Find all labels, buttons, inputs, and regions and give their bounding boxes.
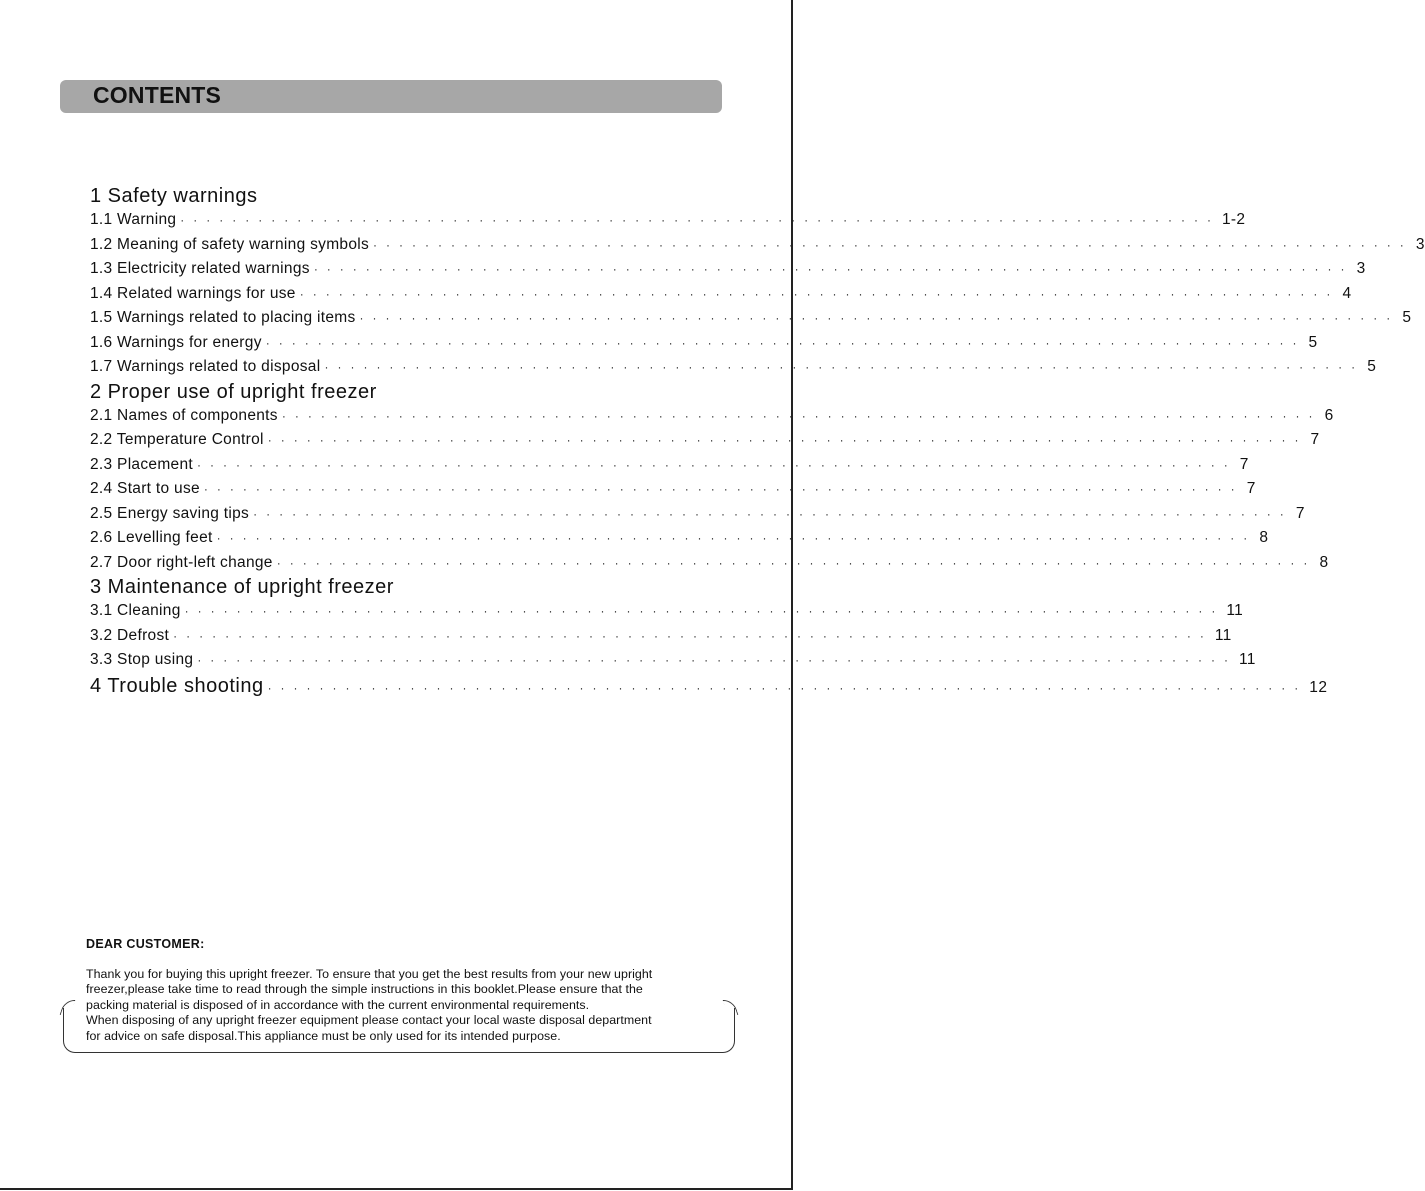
dot-leader: ················································································	[203, 482, 1244, 496]
toc-entry-label: 1.5 Warnings related to placing items	[90, 309, 356, 326]
toc-entry[interactable]	[90, 453, 1249, 478]
customer-message-line: for advice on safe disposal.This appliance must be only used for its intended purpose.	[86, 1028, 561, 1043]
toc-entry[interactable]	[90, 257, 1366, 282]
toc-entry-page: 5	[1402, 309, 1412, 326]
toc-entry-page: 4	[1342, 284, 1352, 302]
dot-leader: ················································································	[197, 457, 1237, 472]
toc-entry-label: 2.5 Energy saving tips	[90, 504, 250, 522]
customer-message-line: freezer,please take time to read through the simple instructions in this booklet.Please ensure that the	[86, 982, 643, 997]
toc-entry[interactable]	[90, 599, 1244, 624]
toc-entry-page: 1-2	[1221, 211, 1246, 228]
toc-entry-label: 2.1 Names of components	[90, 406, 278, 424]
toc-entry-label: 2.6 Levelling feet	[90, 529, 213, 546]
toc-entry-label: 2.3 Placement	[90, 455, 193, 473]
toc-entry-label: 1.7 Warnings related to disposal	[90, 358, 321, 375]
toc-entry-page: 6	[1324, 406, 1334, 424]
toc-entry-label: 3.3 Stop using	[90, 651, 194, 668]
dot-leader: ················································································	[265, 335, 1306, 350]
customer-message-line: When disposing of any upright freezer equipment please contact your local waste disposal department	[86, 1013, 652, 1028]
toc-entry-label: 3.1 Cleaning	[90, 602, 181, 619]
toc-entry[interactable]	[90, 355, 1377, 380]
dot-leader: ················································································	[253, 506, 1293, 521]
toc-section-title: 1 Safety warnings	[90, 185, 258, 207]
toc-entry[interactable]	[90, 477, 1256, 502]
toc-entry[interactable]	[90, 428, 1320, 453]
toc-entry-page: 11	[1226, 602, 1244, 619]
toc-entry-page: 8	[1319, 553, 1329, 571]
toc-entry[interactable]	[90, 404, 1334, 429]
toc-entry[interactable]	[90, 526, 1269, 551]
toc-section-title: 2 Proper use of upright freezer	[90, 380, 377, 403]
toc-entry[interactable]	[90, 282, 1352, 307]
toc-entry-label: 2.4 Start to use	[90, 480, 200, 497]
dot-leader: ················································································	[180, 213, 1220, 227]
toc-section-title: 3 Maintenance of upright freezer	[90, 576, 394, 598]
dot-leader: ················································································	[173, 628, 1213, 643]
dot-leader: ················································································	[324, 360, 1365, 374]
toc-entry[interactable]	[90, 208, 1246, 233]
toc-entry-label: 2.7 Door right-left change	[90, 553, 273, 571]
toc-entry[interactable]	[90, 233, 1425, 258]
page-title: CONTENTS	[93, 82, 222, 108]
toc-entry-label: 1.4 Related warnings for use	[90, 284, 296, 302]
toc-entry-label: 4 Trouble shooting	[90, 674, 264, 697]
dot-leader: ················································································	[276, 555, 1317, 570]
dot-leader: ················································································	[267, 680, 1308, 695]
dot-leader: ················································································	[216, 531, 1257, 545]
toc-entry-label: 1.2 Meaning of safety warning symbols	[90, 235, 370, 253]
toc-entry-page: 5	[1367, 358, 1377, 375]
dot-leader: ················································································	[267, 433, 1308, 447]
dot-leader: ················································································	[184, 604, 1225, 618]
toc-entry[interactable]	[90, 551, 1329, 576]
toc-entry[interactable]	[90, 648, 1256, 673]
toc-entry[interactable]	[90, 331, 1318, 356]
toc-entry-page: 7	[1295, 504, 1305, 522]
toc-entry-page: 12	[1309, 678, 1328, 696]
toc-entry-page: 7	[1239, 455, 1249, 473]
toc-entry[interactable]	[90, 306, 1412, 331]
toc-entry-label: 2.2 Temperature Control	[90, 431, 264, 448]
toc-entry-label: 1.6 Warnings for energy	[90, 333, 262, 351]
toc-entry-page: 11	[1214, 626, 1232, 644]
table-of-contents	[90, 184, 1425, 699]
dot-leader: ················································································	[313, 262, 1354, 276]
toc-entry[interactable]	[90, 502, 1305, 527]
toc-entry-page: 3	[1415, 235, 1425, 253]
toc-entry-page: 3	[1356, 260, 1366, 277]
customer-heading: DEAR CUSTOMER:	[86, 937, 205, 951]
toc-entry-trouble-shooting[interactable]	[90, 673, 1328, 699]
contents-header-bar	[60, 80, 722, 113]
customer-message-line: Thank you for buying this upright freezer. To ensure that you get the best results from your new upright	[86, 967, 653, 981]
toc-entry-label: 1.1 Warning	[90, 211, 177, 228]
toc-entry[interactable]	[90, 624, 1232, 649]
toc-entry-page: 8	[1259, 529, 1269, 546]
dot-leader: ················································································	[359, 311, 1400, 325]
toc-entry-label: 3.2 Defrost	[90, 626, 170, 644]
customer-message-line: packing material is disposed of in accordance with the current environmental requirements.	[86, 997, 590, 1012]
toc-entry-page: 7	[1310, 431, 1320, 448]
toc-entry-page: 5	[1308, 333, 1318, 351]
toc-entry-page: 11	[1239, 651, 1256, 668]
disposal-note-frame	[63, 1008, 735, 1053]
dot-leader: ················································································	[281, 408, 1322, 423]
dot-leader: ················································································	[299, 286, 1340, 301]
toc-entry-page: 7	[1246, 480, 1256, 497]
dot-leader: ················································································	[197, 653, 1237, 667]
dot-leader: ················································································	[373, 237, 1413, 252]
toc-entry-label: 1.3 Electricity related warnings	[90, 260, 310, 277]
